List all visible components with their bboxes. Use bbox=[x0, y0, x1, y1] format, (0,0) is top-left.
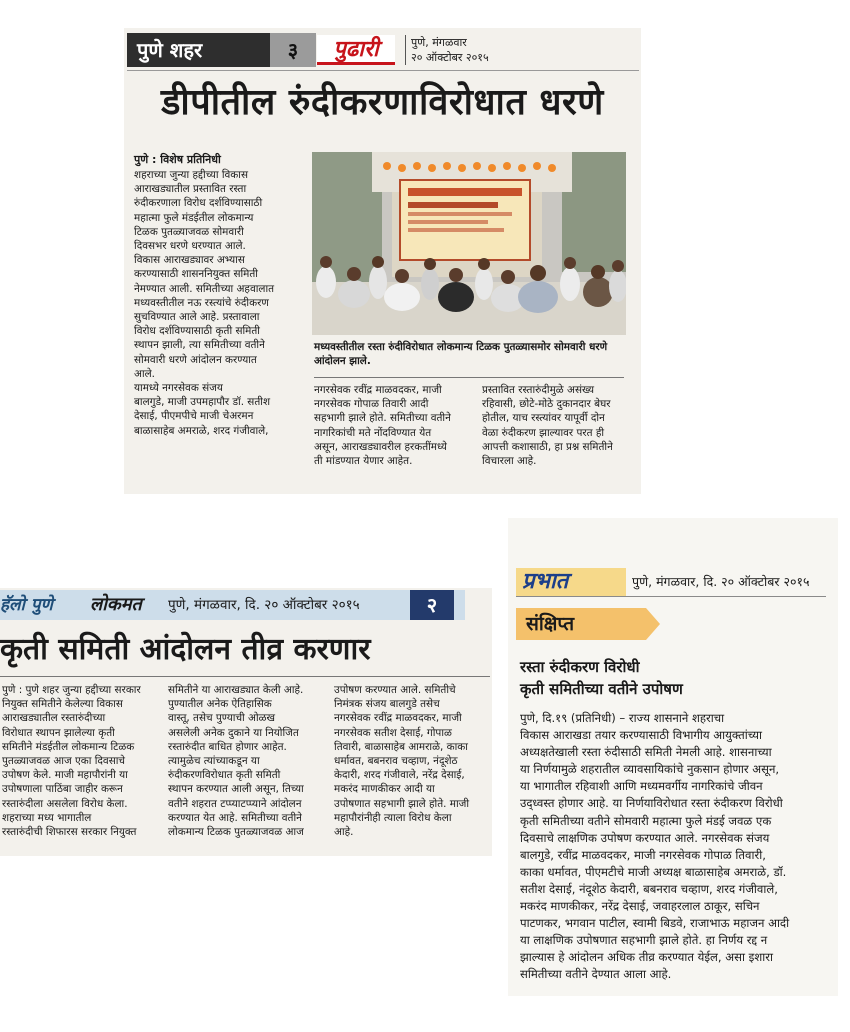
byline: पुणे : विशेष प्रतिनिधी bbox=[134, 153, 221, 166]
article-line: या निर्णयामुळे शहरातील व्यावसायिकांचे नुकसान होणार असून, bbox=[520, 762, 780, 777]
newspaper-clipping-pudhari bbox=[124, 28, 641, 494]
article-line: समितीने या आराखड्यात केली आहे. bbox=[168, 684, 304, 696]
article-line: रुंदीकरणविरोधात कृती समिती bbox=[168, 769, 281, 782]
article-line: बालगुडे, माजी उपमहापौर डॉ. सतीश bbox=[134, 396, 271, 409]
article-line: उद्‌ध्वस्त होणार आहे. या निर्णयाविरोधात रस्ता रुंदीकरण विरोधी bbox=[520, 796, 783, 811]
article-line: सहभागी झाले होते. समितीच्या वतीने bbox=[314, 412, 451, 425]
article-line: विकास आराखडा तयार करण्यासाठी विभागीय आयुक्तांच्या bbox=[520, 728, 763, 743]
headline: कृती समिती आंदोलन तीव्र करणार bbox=[0, 632, 371, 667]
article-line: महात्मा फुले मंडईतील लोकमान्य bbox=[134, 211, 254, 224]
article-column bbox=[168, 683, 330, 839]
article-line: नागरिकांची मते नोंदविण्यात येत bbox=[314, 426, 432, 439]
article-line: शहराच्या मध्य भागातील bbox=[2, 811, 92, 824]
article-line: नगरसेवक रवींद्र माळवदकर, माजी bbox=[314, 384, 442, 396]
article-line: विकास आराखड्यावर अभ्यास bbox=[134, 254, 245, 267]
headline bbox=[520, 656, 830, 700]
article-line: उपोषण करण्यात आले. समितीचे bbox=[334, 684, 456, 696]
dateline: पुणे, मंगळवार, दि. २० ऑक्टोबर २०१५ bbox=[632, 574, 810, 589]
article-body bbox=[520, 710, 830, 984]
article-line: महापौरांनीही त्याला विरोध केला bbox=[334, 811, 452, 824]
article-line: समितीने मंडईतील लोकमान्य टिळक bbox=[2, 740, 135, 753]
divider bbox=[0, 676, 490, 677]
article-line: केदारी, शरद गंजीवाले, नरेंद्र देसाई, bbox=[334, 769, 465, 782]
article-line: ती मांडण्यात येणार आहेत. bbox=[314, 455, 413, 468]
article-line: पुण्यातील अनेक ऐतिहासिक bbox=[168, 698, 272, 711]
article-line: नेमण्यात आली. समितीच्या अहवालात bbox=[134, 282, 275, 295]
article-line: असलेली अनेक दुकाने या नियोजित bbox=[168, 726, 299, 739]
article-line: आपत्ती कशासाठी, हा प्रश्न समितीने bbox=[482, 440, 613, 453]
section-label: पुणे शहर bbox=[127, 33, 270, 67]
article-line: पुणे, दि.१९ (प्रतिनिधी) – राज्य शासनाने शहराचा bbox=[520, 711, 725, 725]
article-line: रस्तारुंदीला असलेला विरोध केला. bbox=[2, 797, 128, 810]
article-line: विरोधात स्थापन झालेल्या कृती bbox=[2, 726, 115, 739]
article-line: मध्यवस्तीतील नऊ रस्त्यांचे रुंदीकरण bbox=[134, 296, 269, 309]
protest-photo-illustration bbox=[312, 152, 626, 335]
divider bbox=[127, 70, 639, 71]
newspaper-clipping-prabhat bbox=[508, 518, 838, 996]
article-line: निमंत्रक संजय बालगुडे तसेच bbox=[334, 698, 440, 711]
article-line: नियुक्त समितीने केलेल्या विकास bbox=[2, 698, 123, 711]
article-line: उपोषणाला पाठिंबा जाहीर करून bbox=[2, 783, 123, 796]
article-line: लोकमान्य टिळक पुतळ्याजवळ आज bbox=[168, 826, 304, 839]
article-line: वतीने शहरात टप्प्याटप्प्याने आंदोलन bbox=[168, 797, 302, 810]
article-line: होतील, याच रस्त्यांवर यापूर्वी दोन bbox=[482, 412, 605, 425]
article-line: दिवसाचे लाक्षणिक उपोषण करण्यात आले. नगरसेवक संजय bbox=[520, 830, 770, 845]
article-line: करण्यात येत आहे. समितीच्या वतीने bbox=[168, 811, 302, 824]
article-line: करण्यासाठी शासननियुक्त समिती bbox=[134, 268, 258, 281]
article-line: सुचविण्यात आले आहे. प्रस्तावाला bbox=[134, 311, 260, 324]
kicker-label: संक्षिप्त bbox=[516, 608, 646, 640]
article-line: रस्तारुंदीत बाधित होणार आहेत. bbox=[168, 740, 287, 753]
article-line: कृती समितीच्या वतीने सोमवारी महात्मा फुले मंडई जवळ एक bbox=[520, 813, 772, 828]
article-line: प्रस्तावित रस्तारुंदीमुळे असंख्य bbox=[482, 384, 595, 396]
dateline: पुणे, मंगळवार, दि. २० ऑक्टोबर २०१५ bbox=[168, 597, 360, 613]
article-column bbox=[334, 683, 484, 839]
article-line: आराखड्यातील प्रस्तावित रस्ता bbox=[134, 183, 247, 196]
news-photo bbox=[312, 152, 626, 335]
article-line: त्यामुळेच त्यांच्याकडून या bbox=[168, 755, 260, 768]
divider bbox=[314, 377, 624, 378]
masthead-strip bbox=[516, 568, 826, 597]
dateline-line: पुणे, मंगळवार bbox=[411, 36, 467, 49]
article-column bbox=[482, 383, 628, 468]
section-label: हॅलो पुणे bbox=[0, 595, 53, 615]
dateline-line: २० ऑक्टोबर २०१५ bbox=[411, 51, 489, 64]
article-line: रस्तारुंदीची शिफारस सरकार नियुक्त bbox=[2, 826, 137, 839]
article-line: तिवारी, बाळासाहेब आमराळे, काका bbox=[334, 740, 468, 753]
page-number: २ bbox=[410, 590, 454, 620]
newspaper-logo: प्रभात bbox=[516, 568, 626, 596]
headline-line: कृती समितीच्या वतीने उपोषण bbox=[520, 680, 683, 698]
photo-caption: मध्यवस्तीतील रस्ता रुंदीविरोधात लोकमान्य टिळक पुतळ्यासमोर सोमवारी धरणे आंदोलन झाले. bbox=[314, 341, 608, 367]
article-line: मकरंद माणकीकर, नरेंद्र देसाई, जवाहरलाल ठाकूर, सचिन bbox=[520, 899, 760, 914]
article-line: टिळक पुतळ्याजवळ सोमवारी bbox=[134, 225, 244, 238]
article-line: स्थापन झाली, त्या समितीच्या वतीने bbox=[134, 339, 265, 352]
masthead-strip bbox=[0, 590, 465, 620]
article-line: या भागातील रहिवाशी आणि मध्यमवर्गीय नागरिकांचे जीवन bbox=[520, 779, 763, 794]
article-line: नगरसेवक सतीश देसाई, गोपाळ bbox=[334, 726, 452, 739]
article-line: आहे. bbox=[334, 826, 354, 839]
article-line: उपोषणात सहभागी झाले होते. माजी bbox=[334, 797, 470, 810]
newspaper-logo: लोकमत bbox=[90, 594, 142, 615]
article-line: नगरसेवक गोपाळ तिवारी आदी bbox=[314, 398, 429, 411]
article-line: आले. bbox=[134, 367, 155, 380]
article-line: मकरंद माणकीकर आदी या bbox=[334, 783, 435, 796]
article-line: शहराच्या जुन्या हद्दीच्या विकास bbox=[134, 169, 248, 181]
article-line: विरोध दर्शविण्यासाठी कृती समिती bbox=[134, 325, 260, 338]
dateline bbox=[405, 35, 489, 65]
article-line: बाळासाहेब अमराळे, शरद गंजीवाले, bbox=[134, 424, 269, 437]
headline-line: रस्ता रुंदीकरण विरोधी bbox=[520, 658, 640, 676]
article-line: स्थापन करण्यात आली असून, तिच्या bbox=[168, 783, 304, 796]
article-line: अध्यक्षतेखाली रस्ता रुंदीसाठी समिती नेमली आहे. शासनाच्या bbox=[520, 745, 772, 760]
article-line: रुंदीकरणाला विरोध दर्शविण्यासाठी bbox=[134, 197, 263, 210]
article-line: विचारला आहे. bbox=[482, 455, 537, 468]
article-line: सोमवारी धरणे आंदोलन करण्यात bbox=[134, 353, 257, 366]
article-line: रहिवासी, छोटे-मोठे दुकानदार बेघर bbox=[482, 398, 611, 411]
article-line: वास्तू, तसेच पुण्याची ओळख bbox=[168, 712, 276, 725]
article-line: सतीश देसाई, नंदूशेठ केदारी, बबनराव चव्हाण, शरद गंजीवाले, bbox=[520, 881, 778, 896]
article-line: दिवसभर धरणे धरण्यात आले. bbox=[134, 240, 246, 253]
article-column bbox=[134, 168, 312, 438]
article-line: आराखड्यातील रस्तारुंदीच्या bbox=[2, 712, 106, 725]
article-line: वेळा रुंदीकरण झाल्यावर परत ही bbox=[482, 426, 605, 439]
article-line: असून, आराखड्यावरील हरकतींमध्ये bbox=[314, 440, 447, 453]
article-line: उपोषण केले. माजी महापौरांनी या bbox=[2, 769, 128, 782]
page-number: ३ bbox=[270, 33, 316, 67]
article-line: देसाई, पीएमपीचे माजी चेअरमन bbox=[134, 410, 254, 423]
article-line: पुतळ्याजवळ आज एका दिवसाचे bbox=[2, 755, 126, 768]
article-line: यामध्ये नगरसेवक संजय bbox=[134, 382, 223, 395]
kicker-arrow bbox=[646, 608, 660, 640]
newspaper-logo: पुढारी bbox=[317, 35, 395, 65]
article-line: धर्मावत, बबनराव चव्हाण, नंदूशेठ bbox=[334, 755, 458, 768]
article-line: बालगुडे, रवींद्र माळवदकर, माजी नगरसेवक गोपाळ तिवारी, bbox=[520, 847, 766, 862]
headline: डीपीतील रुंदीकरणाविरोधात धरणे bbox=[161, 82, 604, 123]
article-line: काका धर्मावत, पीएमटीचे माजी अध्यक्ष बाळासाहेब अमराळे, डॉ. bbox=[520, 864, 787, 879]
article-line: समितीच्या वतीने देण्यात आला आहे. bbox=[520, 967, 672, 982]
article-line: पाटणकर, भगवान पाटील, स्वामी बिडवे, राजाभाऊ महाजन आदी bbox=[520, 916, 790, 931]
article-line: या लाक्षणिक उपोषणात सहभागी झाले होते. हा निर्णय रद्द न bbox=[520, 933, 768, 948]
newspaper-clipping-lokmat bbox=[0, 588, 492, 856]
article-line: झाल्यास हे आंदोलन अधिक तीव्र करण्यात येईल, असा इशारा bbox=[520, 950, 773, 965]
article-line: नगरसेवक रवींद्र माळवदकर, माजी bbox=[334, 712, 462, 725]
article-column bbox=[314, 383, 474, 468]
article-column bbox=[2, 683, 164, 839]
masthead-strip bbox=[127, 33, 527, 67]
article-line: पुणे : पुणे शहर जुन्या हद्दीच्या सरकार bbox=[2, 684, 141, 696]
